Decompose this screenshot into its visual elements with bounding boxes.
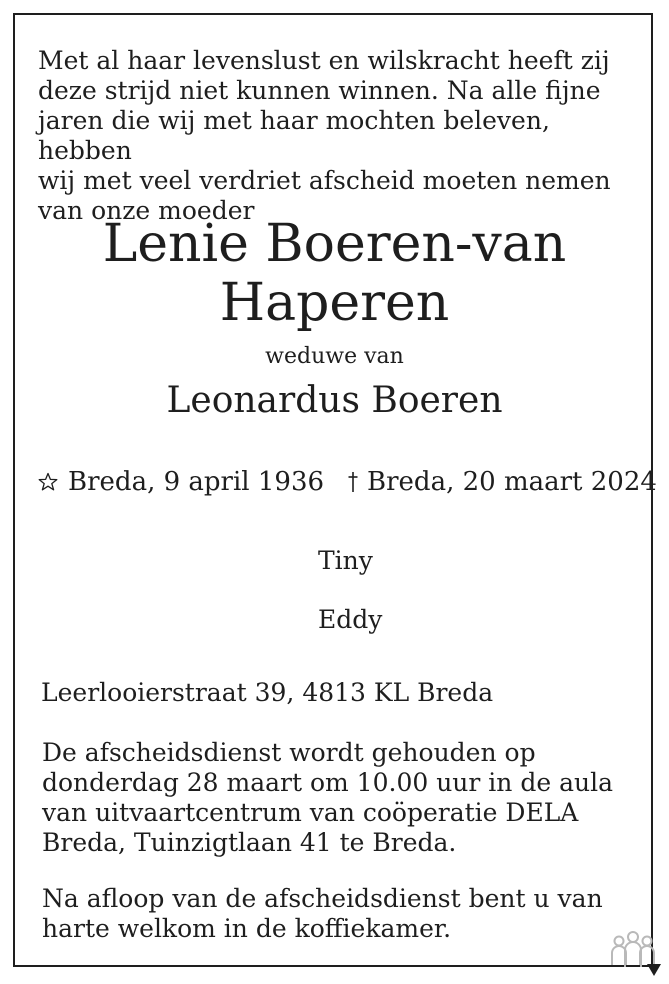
death-text: Breda, 20 maart 2024 xyxy=(367,467,657,497)
address: Leerlooierstraat 39, 4813 KL Breda xyxy=(41,678,494,707)
spouse-name: Leonardus Boeren xyxy=(166,380,503,421)
death-info xyxy=(343,467,657,497)
birth-text: Breda, 9 april 1936 xyxy=(68,467,325,497)
arrow-down-icon[interactable] xyxy=(645,962,663,978)
star-icon xyxy=(38,471,58,493)
service-info: De afscheidsdienst wordt gehouden op donderdag 28 maart om 10.00 uur in de aula van uitvaartcentrum van coöperatie DELA Breda, Tuinzigtlaan 41 te Breda. xyxy=(42,738,613,857)
intro-text: Met al haar levenslust en wilskracht heeft zij deze strijd niet kunnen winnen. Na alle fijne jaren die wij met haar mochten beleven, hebben wij met veel verdriet afscheid moeten nemen van onze moeder xyxy=(38,46,611,225)
deceased-name-line1: Lenie Boeren-van xyxy=(102,214,567,274)
cross-icon xyxy=(343,471,363,493)
child-name: Tiny xyxy=(318,546,373,575)
deceased-name-line2: Haperen xyxy=(219,273,450,333)
birth-info xyxy=(38,467,324,497)
widow-label: weduwe van xyxy=(265,344,404,369)
welcome-text: Na afloop van de afscheidsdienst bent u van harte welkom in de koffiekamer. xyxy=(42,884,603,943)
child-name: Eddy xyxy=(318,605,383,634)
